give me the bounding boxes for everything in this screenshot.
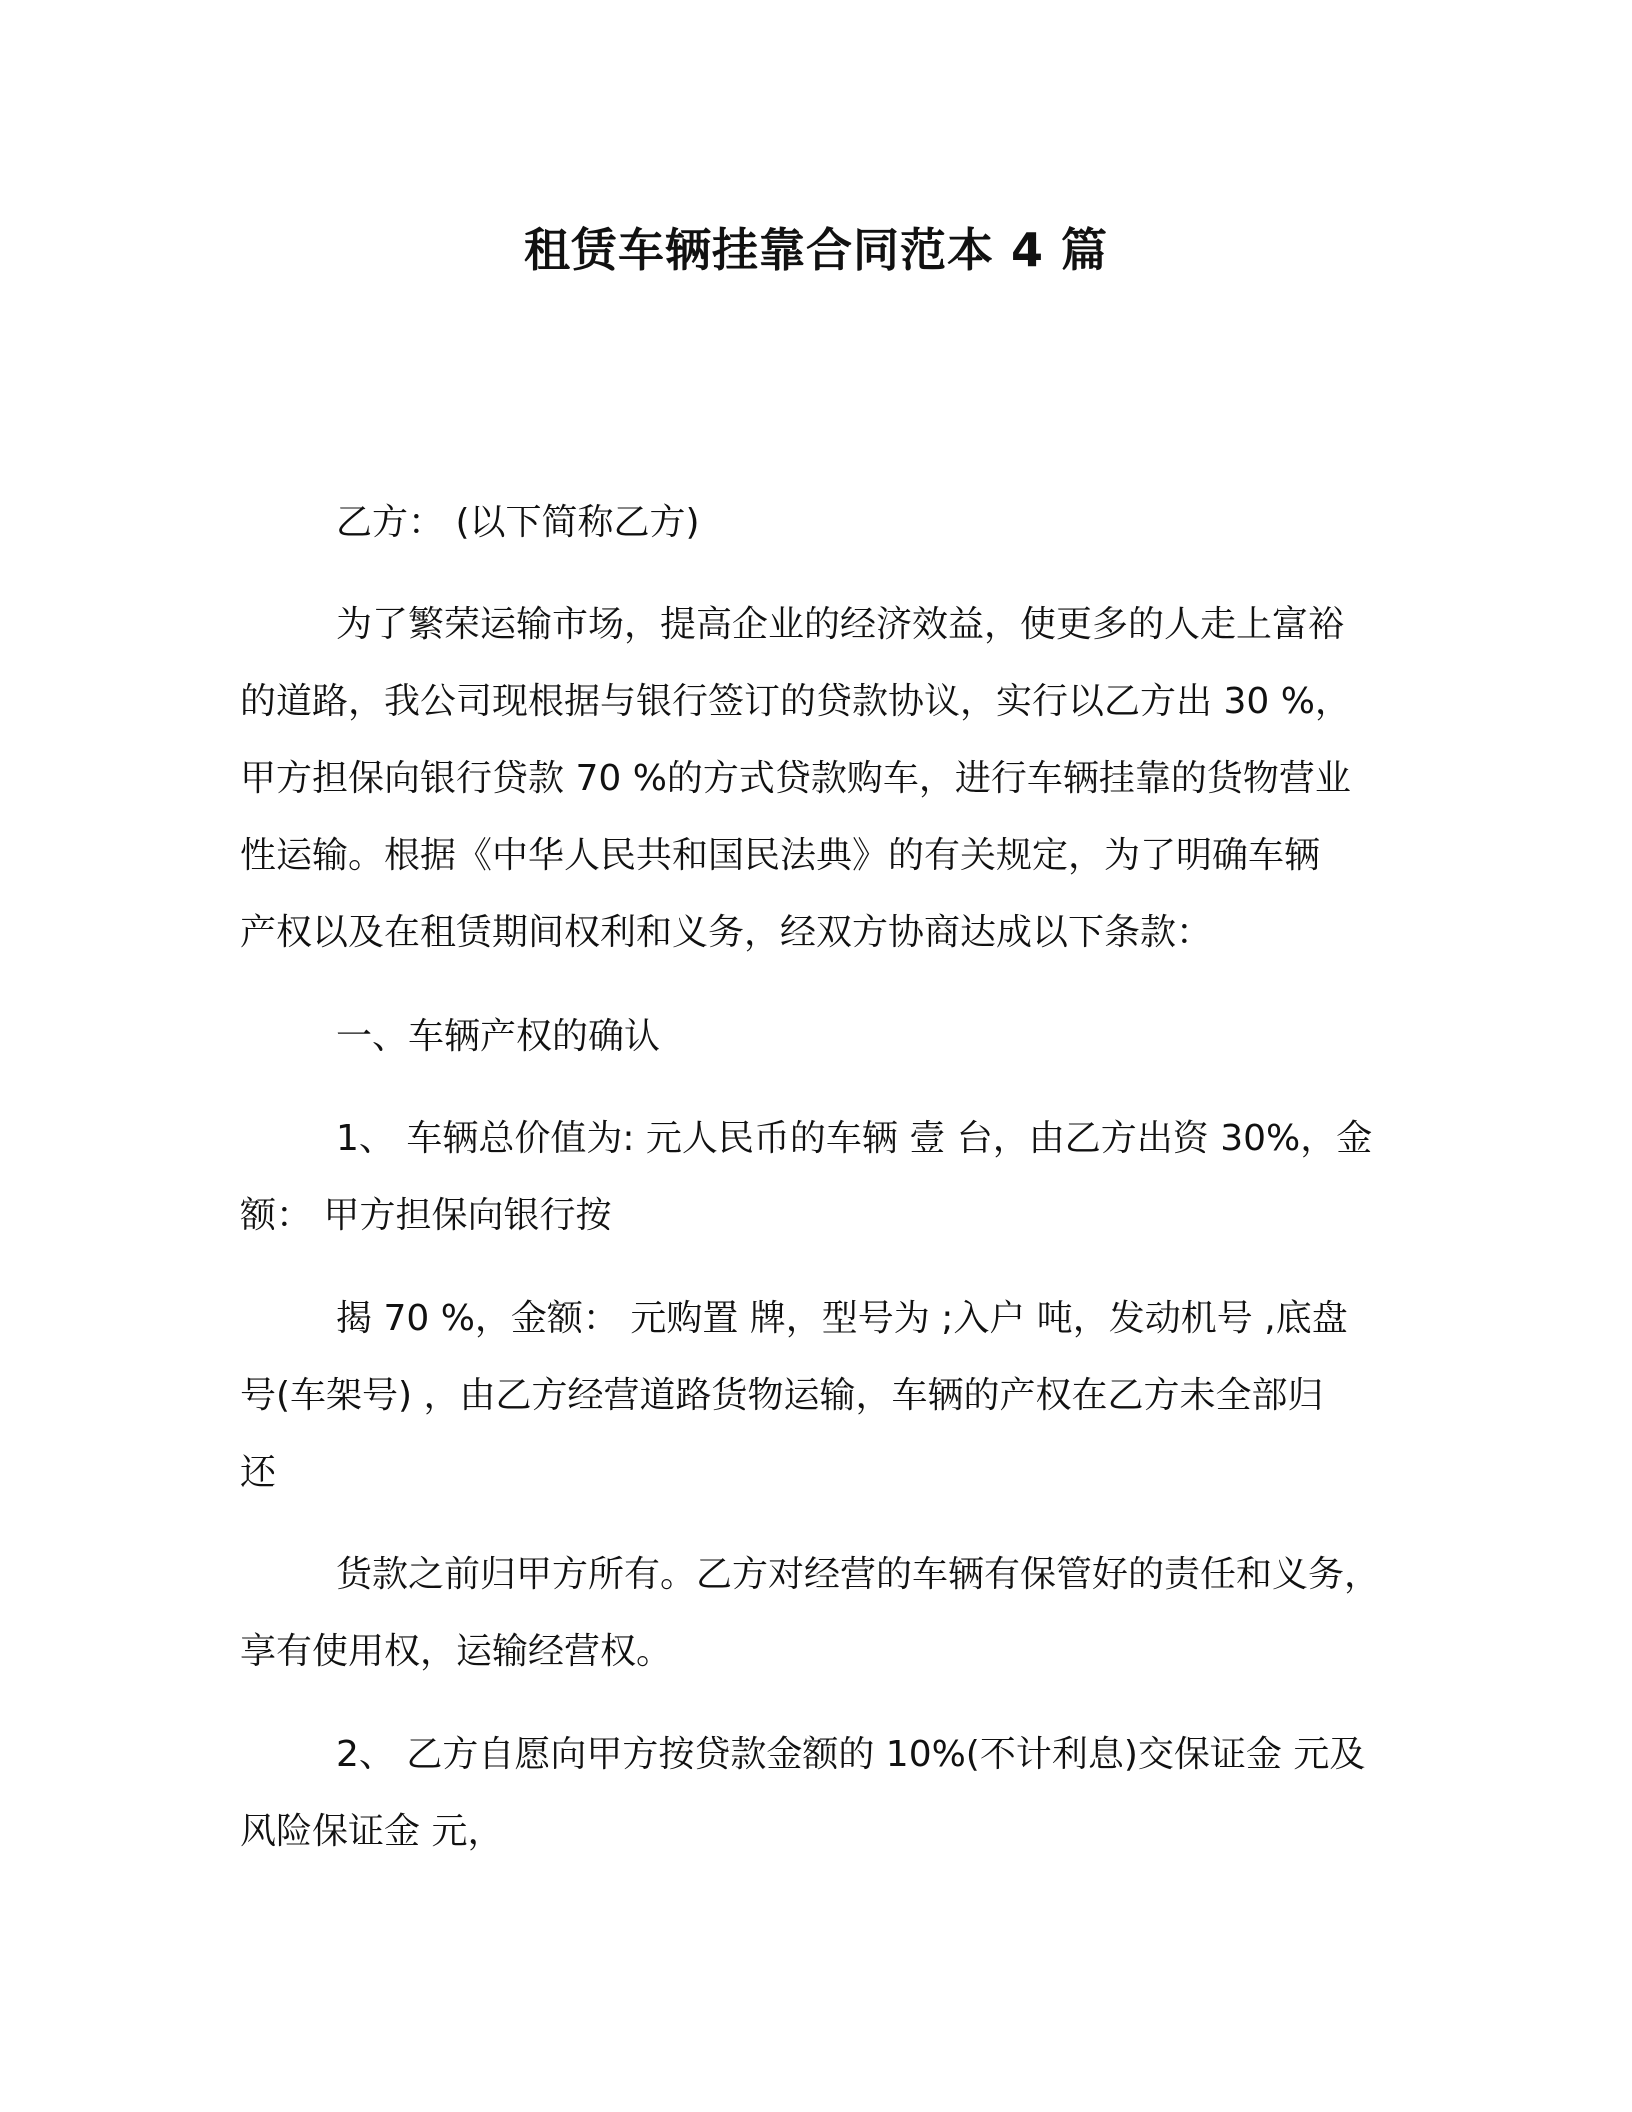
text-line: 还 (240, 1452, 277, 1493)
text-line: 风险保证金 元， (240, 1811, 504, 1852)
clause-1-paragraph (240, 1100, 1410, 1254)
text-line: 货款之前归甲方所有。乙方对经营的车辆有保管好的责任和义务， (336, 1554, 1381, 1595)
text-line: 为了繁荣运输市场，提高企业的经济效益，使更多的人走上富裕 (336, 604, 1345, 645)
text-line: 2、 乙方自愿向甲方按贷款金额的 10%(不计利息)交保证金 元及 (336, 1734, 1366, 1775)
party-b-line (240, 484, 1410, 561)
text-line: 揭 70 %，金额： 元购置 牌，型号为 ;入户 吨，发动机号 ,底盘 (336, 1298, 1348, 1339)
text-line: 乙方： (以下简称乙方) (336, 502, 700, 543)
text-line: 的道路，我公司现根据与银行签订的贷款协议，实行以乙方出 30 %， (240, 681, 1351, 722)
document-title: 租赁车辆挂靠合同范本 4 篇 (523, 223, 1109, 277)
clause-2-paragraph (240, 1716, 1410, 1870)
text-line: 额： 甲方担保向银行按 (240, 1195, 612, 1236)
text-line: 号(车架号) ，由乙方经营道路货物运输，车辆的产权在乙方未全部归 (240, 1375, 1324, 1416)
text-line: 产权以及在租赁期间权利和义务，经双方协商达成以下条款： (240, 912, 1213, 953)
intro-paragraph (240, 586, 1410, 971)
text-line: 甲方担保向银行贷款 70 %的方式贷款购车，进行车辆挂靠的货物营业 (240, 758, 1351, 799)
section-heading (240, 998, 1410, 1075)
text-line: 一、车辆产权的确认 (336, 1016, 661, 1057)
text-line: 1、 车辆总价值为: 元人民币的车辆 壹 台，由乙方出资 30%，金 (336, 1118, 1373, 1159)
ownership-paragraph (240, 1536, 1410, 1690)
text-line: 性运输。根据《中华人民共和国民法典》的有关规定，为了明确车辆 (240, 835, 1321, 876)
text-line: 享有使用权，运输经营权。 (240, 1631, 673, 1672)
clause-1-continued-paragraph (240, 1280, 1410, 1511)
